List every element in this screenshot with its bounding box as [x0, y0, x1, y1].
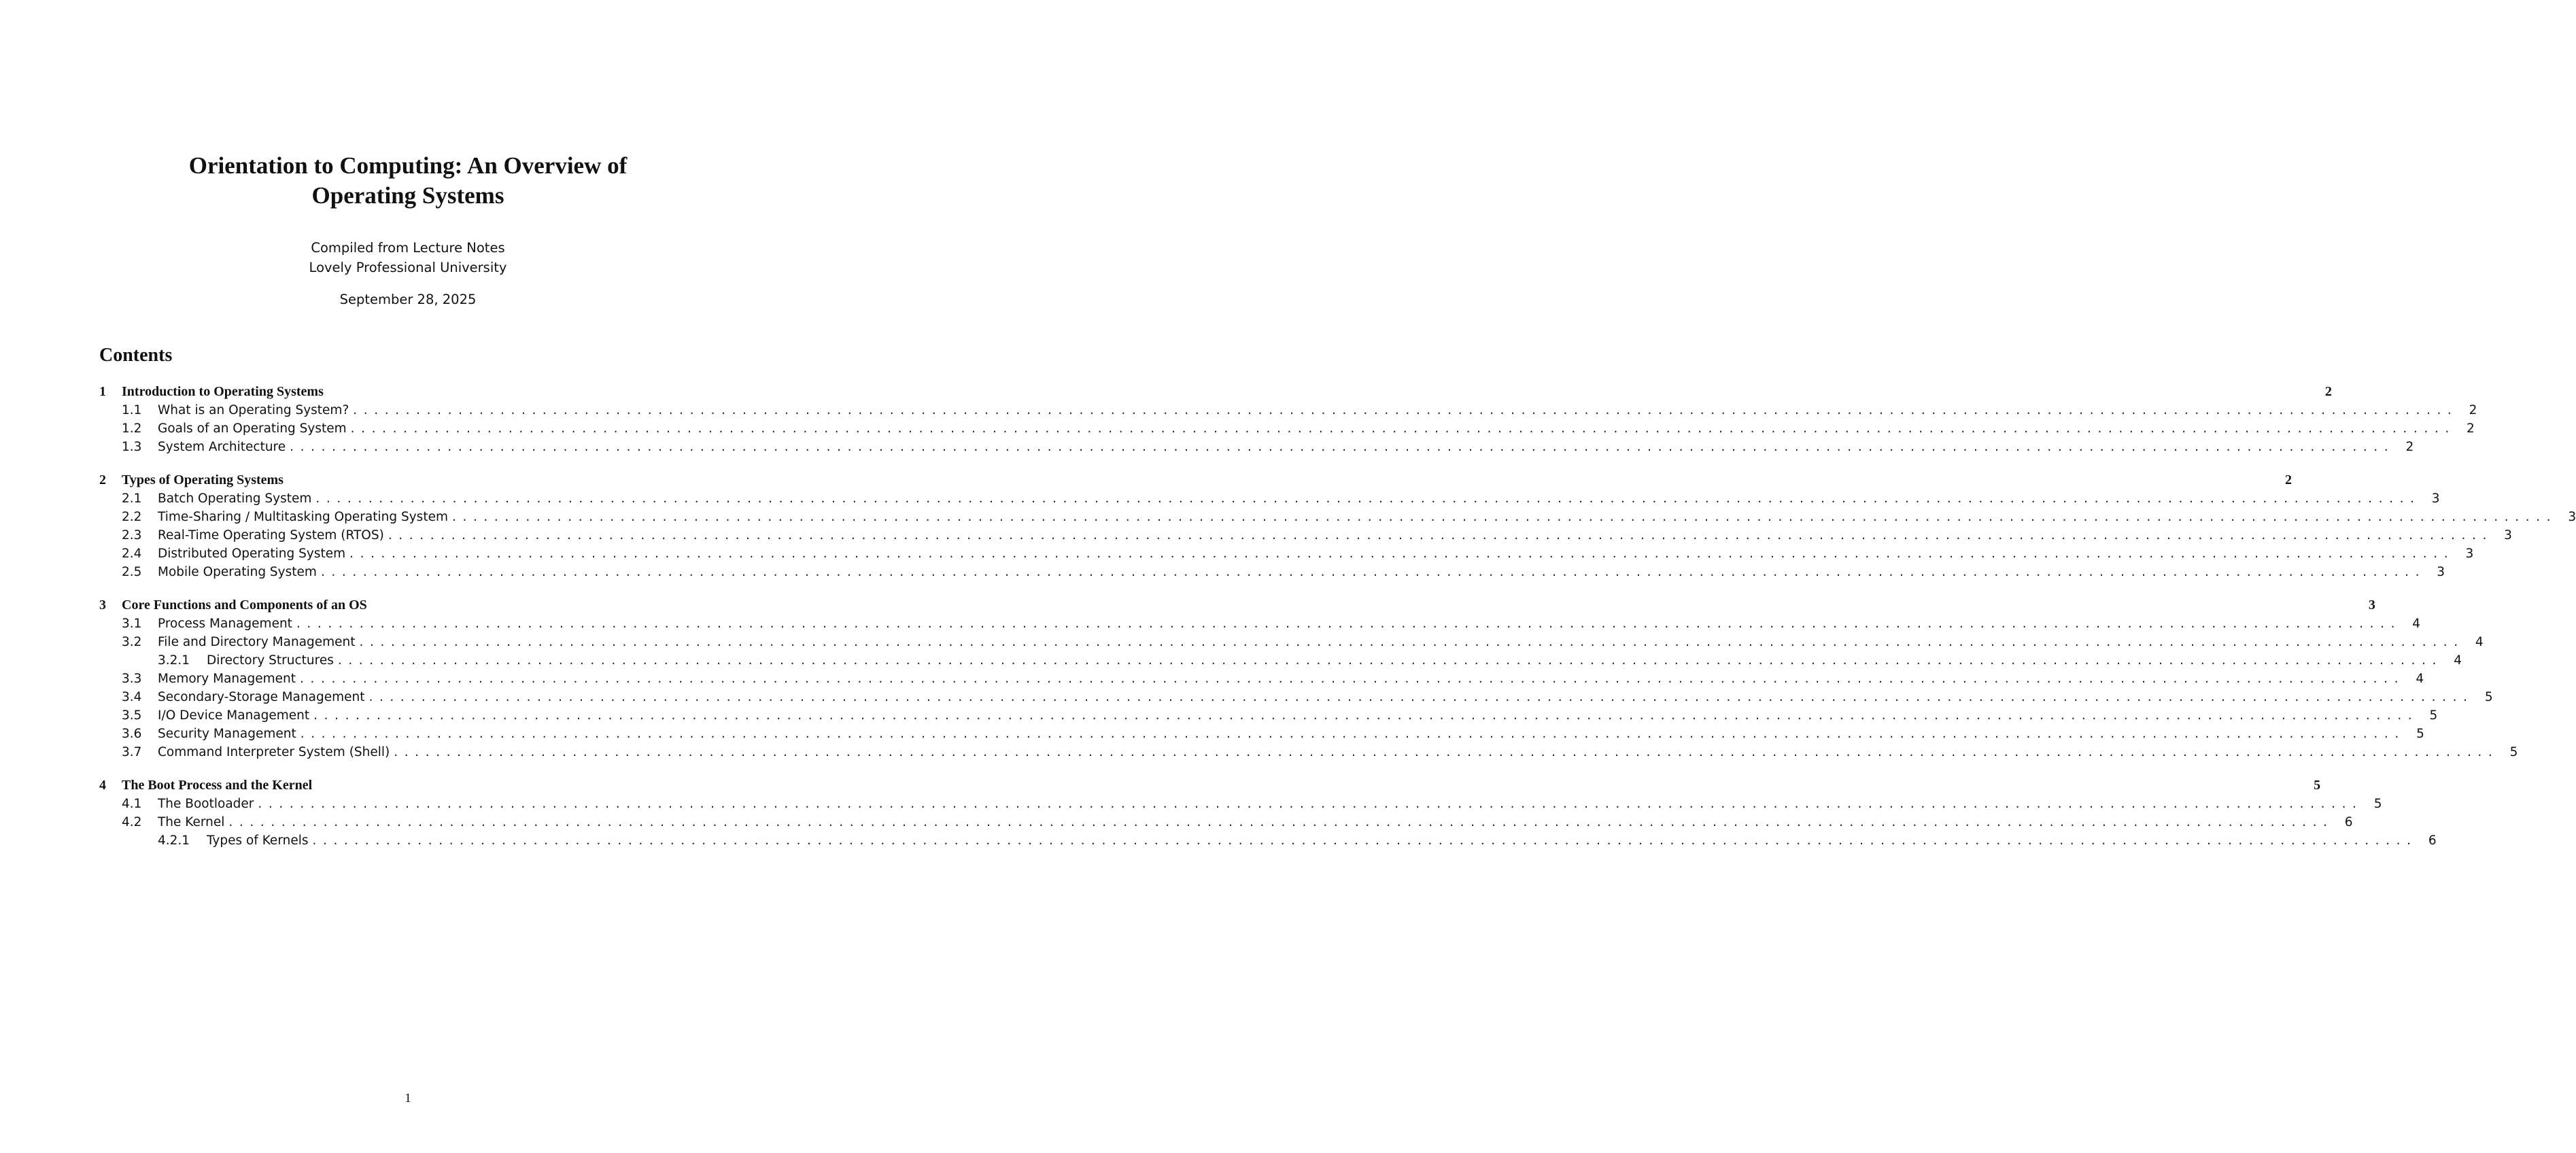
toc-entry-number: 2.2: [122, 510, 142, 524]
toc-entry-number: 3.1: [122, 617, 142, 631]
author-line-2: Lovely Professional University: [309, 260, 507, 275]
toc-entry-number: 4.1: [122, 797, 142, 811]
author-line-1: Compiled from Lecture Notes: [311, 240, 505, 256]
document-date: September 28, 2025: [339, 292, 477, 307]
title-line-2: Operating Systems: [311, 182, 504, 209]
toc-entry-2-3[interactable]: [99, 526, 2512, 545]
toc-dot-leader: ........................................................................................................................................................................................................: [313, 708, 2419, 723]
toc-entry-title: Security Management: [158, 727, 296, 741]
toc-dot-leader: ........................................................................................................................................................................................................: [350, 421, 2456, 436]
toc-dot-leader: ........................................................................................................................................................................................................: [258, 797, 2363, 811]
toc-entry-number: 3.6: [122, 727, 142, 741]
toc-dot-leader: ........................................................................................................................................................................................................: [296, 617, 2402, 631]
toc-entry-number: 3.3: [122, 672, 142, 686]
toc-entry-number: 2.1: [122, 492, 142, 506]
toc-entry-page: 3: [2465, 547, 2474, 561]
toc-entry-number: 2.3: [122, 528, 142, 543]
toc-entry-3-2[interactable]: [99, 633, 2484, 651]
toc-entry-page: 5: [2373, 797, 2382, 811]
toc-entry-page: 2: [2324, 384, 2332, 399]
toc-entry-number: 3.2: [122, 635, 142, 649]
toc-entry-4-2-1[interactable]: [99, 831, 2437, 850]
page-number: 1: [405, 1091, 411, 1105]
toc-dot-leader: ........................................................................................................................................................................................................: [312, 833, 2418, 848]
toc-entry-number: 2: [99, 472, 106, 487]
toc-entry-2-4[interactable]: [99, 545, 2474, 563]
toc-dot-leader: ........................................................................................................................................................................................................: [228, 815, 2334, 829]
toc-entry-page: 5: [2314, 778, 2321, 793]
toc-entry-page: 3: [2368, 598, 2375, 613]
toc-entry-page: 2: [2405, 440, 2414, 454]
toc-entry-title: The Bootloader: [158, 797, 254, 811]
toc-dot-leader: ........................................................................................................................................................................................................: [368, 690, 2474, 704]
toc-entry-number: 1: [99, 384, 106, 399]
toc-entry-title: Introduction to Operating Systems: [122, 384, 324, 399]
toc-entry-title: Batch Operating System: [158, 492, 312, 506]
toc-entry-number: 3: [99, 598, 106, 613]
toc-entry-page: 2: [2469, 403, 2477, 417]
toc-entry-4-1[interactable]: [99, 795, 2382, 813]
toc-entry-number: 3.2.1: [158, 653, 190, 668]
toc-entry-page: 3: [2431, 492, 2440, 506]
toc-entry-title: Mobile Operating System: [158, 565, 317, 579]
toc-entry-1[interactable]: [99, 383, 2332, 401]
toc-entry-number: 2.4: [122, 547, 142, 561]
toc-entry-page: 5: [2416, 727, 2424, 741]
toc-dot-leader: ........................................................................................................................................................................................................: [300, 672, 2405, 686]
toc-entry-number: 4.2.1: [158, 833, 190, 848]
toc-entry-2-2[interactable]: [99, 508, 2576, 526]
toc-entry-number: 3.4: [122, 690, 142, 704]
toc-dot-leader: ........................................................................................................................................................................................................: [290, 440, 2395, 454]
toc-entry-page: 4: [2454, 653, 2462, 668]
title-block: [136, 151, 680, 309]
toc-entry-2-5[interactable]: [99, 563, 2445, 581]
toc-dot-leader: ........................................................................................................................................................................................................: [349, 547, 2455, 561]
toc-entry-page: 5: [2429, 708, 2438, 723]
toc-entry-page: 2: [2284, 472, 2292, 487]
toc-entry-number: 4.2: [122, 815, 142, 829]
toc-entry-title: Distributed Operating System: [158, 547, 346, 561]
toc-dot-leader: ........................................................................................................................................................................................................: [394, 745, 2499, 759]
toc-entry-3-6[interactable]: [99, 725, 2424, 743]
toc-entry-page: 4: [2412, 617, 2421, 631]
toc-entry-page: 6: [2428, 833, 2437, 848]
toc-entry-3-5[interactable]: [99, 706, 2438, 725]
toc-entry-title: Real-Time Operating System (RTOS): [158, 528, 384, 543]
toc-dot-leader: ........................................................................................................................................................................................................: [337, 653, 2443, 668]
toc-entry-title: System Architecture: [158, 440, 286, 454]
toc-dot-leader: ........................................................................................................................................................................................................: [359, 635, 2465, 649]
toc-entry-page: 5: [2484, 690, 2493, 704]
toc-entry-title: Goals of an Operating System: [158, 421, 347, 436]
toc-entry-title: Types of Operating Systems: [122, 472, 284, 487]
table-of-contents: [99, 383, 2576, 850]
contents-heading: Contents: [99, 345, 173, 366]
toc-entry-number: 2.5: [122, 565, 142, 579]
toc-entry-number: 3.7: [122, 745, 142, 759]
toc-entry-page: 2: [2467, 421, 2475, 436]
toc-entry-1-3[interactable]: [99, 438, 2414, 456]
toc-entry-number: 3.5: [122, 708, 142, 723]
toc-entry-page: 3: [2504, 528, 2512, 543]
toc-entry-page: 4: [2475, 635, 2484, 649]
toc-dot-leader: ........................................................................................................................................................................................................: [388, 528, 2493, 543]
toc-entry-2[interactable]: [99, 471, 2292, 489]
toc-entry-title: Directory Structures: [207, 653, 334, 668]
toc-entry-title: Core Functions and Components of an OS: [122, 598, 367, 613]
toc-entry-1-2[interactable]: [99, 419, 2475, 438]
author-block: [136, 238, 680, 277]
toc-dot-leader: ........................................................................................................................................................................................................: [320, 565, 2426, 579]
toc-dot-leader: ........................................................................................................................................................................................................: [451, 510, 2558, 524]
toc-entry-page: 4: [2416, 672, 2424, 686]
toc-entry-title: Types of Kernels: [207, 833, 309, 848]
toc-entry-number: 4: [99, 778, 106, 793]
toc-entry-title: Process Management: [158, 617, 292, 631]
toc-entry-3-4[interactable]: [99, 688, 2493, 706]
toc-entry-number: 1.1: [122, 403, 142, 417]
toc-entry-4-2[interactable]: [99, 813, 2353, 831]
toc-entry-title: The Kernel: [158, 815, 225, 829]
toc-entry-title: The Boot Process and the Kernel: [122, 778, 313, 793]
toc-entry-title: Secondary-Storage Management: [158, 690, 365, 704]
toc-entry-title: Memory Management: [158, 672, 296, 686]
toc-entry-3-1[interactable]: [99, 615, 2421, 633]
toc-entry-page: 6: [2344, 815, 2353, 829]
toc-entry-title: I/O Device Management: [158, 708, 310, 723]
toc-entry-4[interactable]: [99, 776, 2321, 795]
document-title: [136, 151, 680, 211]
toc-entry-number: 1.2: [122, 421, 142, 436]
toc-entry-page: 5: [2509, 745, 2518, 759]
toc-entry-page: 3: [2568, 510, 2576, 524]
toc-dot-leader: ........................................................................................................................................................................................................: [353, 403, 2458, 417]
toc-entry-page: 3: [2437, 565, 2445, 579]
toc-entry-3-3[interactable]: [99, 670, 2424, 688]
toc-dot-leader: ........................................................................................................................................................................................................: [300, 727, 2405, 741]
toc-dot-leader: ........................................................................................................................................................................................................: [315, 492, 2421, 506]
toc-entry-title: What is an Operating System?: [158, 403, 349, 417]
toc-entry-number: 1.3: [122, 440, 142, 454]
toc-entry-2-1[interactable]: [99, 489, 2440, 508]
toc-entry-title: Command Interpreter System (Shell): [158, 745, 390, 759]
toc-entry-3[interactable]: [99, 596, 2375, 615]
toc-entry-3-7[interactable]: [99, 743, 2518, 761]
toc-entry-1-1[interactable]: [99, 401, 2477, 419]
toc-entry-title: File and Directory Management: [158, 635, 356, 649]
toc-entry-title: Time-Sharing / Multitasking Operating System: [158, 510, 448, 524]
title-line-1: Orientation to Computing: An Overview of: [188, 152, 628, 179]
toc-entry-3-2-1[interactable]: [99, 651, 2462, 670]
